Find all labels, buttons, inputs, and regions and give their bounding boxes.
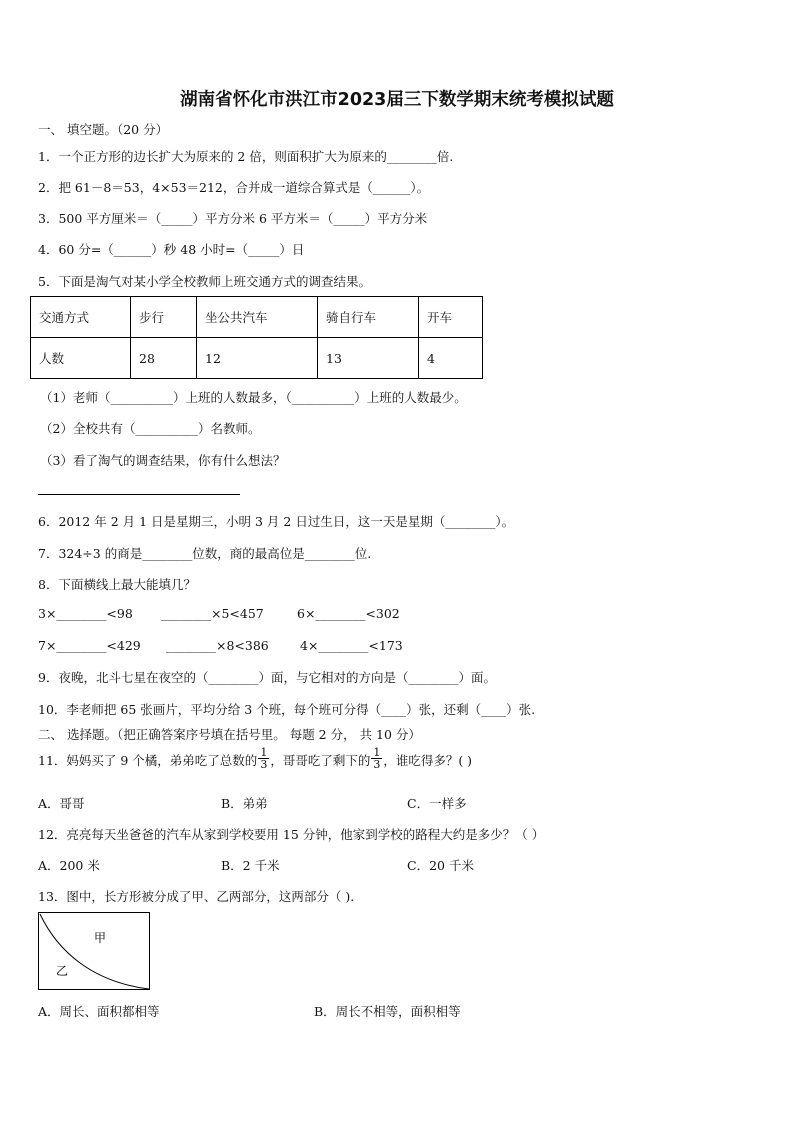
table-row <box>31 338 483 379</box>
question-11 <box>38 746 473 773</box>
question-5-3: （3）看了淘气的调查结果，你有什么想法？ <box>40 453 286 468</box>
option-a: A．哥哥 <box>38 796 85 811</box>
question-5: 5．下面是淘气对某小学全校教师上班交通方式的调查结果。 <box>38 274 371 289</box>
question-8-item: ________×5<457 <box>161 606 264 621</box>
table-row <box>31 297 483 338</box>
fraction <box>258 747 269 770</box>
page-title: 湖南省怀化市洪江市2023届三下数学期末统考模拟试题 <box>180 90 614 110</box>
table-cell: 13 <box>318 338 419 379</box>
question-8-item: ________×8<386 <box>166 638 269 653</box>
option-b: B．弟弟 <box>221 796 268 811</box>
question-13: 13．图中，长方形被分成了甲、乙两部分，这两部分（ ). <box>38 889 355 904</box>
question-8-item: 4×________<173 <box>300 638 403 653</box>
fraction-denominator: 3 <box>260 758 268 771</box>
section-fill-blank-heading: 一、 填空题。（20 分） <box>38 122 169 137</box>
option-a: A．周长、面积都相等 <box>38 1004 160 1019</box>
question-10: 10．李老师把 65 张画片，平均分给 3 个班，每个班可分得（____）张，还剩（____）张. <box>38 702 536 717</box>
table-cell: 开车 <box>419 297 483 338</box>
fraction-numerator: 1 <box>373 746 381 759</box>
question-1: 1．一个正方形的边长扩大为原来的 2 倍，则面积扩大为原来的________倍. <box>38 149 454 164</box>
question-3: 3．500 平方厘米＝（_____）平方分米 6 平方米＝（_____）平方分米 <box>38 211 428 226</box>
table-cell: 骑自行车 <box>318 297 419 338</box>
option-c: C．一样多 <box>407 796 467 811</box>
table-cell: 步行 <box>131 297 197 338</box>
option-b: B．2 千米 <box>221 858 280 873</box>
question-8: 8．下面横线上最大能填几？ <box>38 577 196 592</box>
rectangle-diagram <box>38 912 152 992</box>
section-choice-heading: 二、 选择题。（把正确答案序号填在括号里。 每题 2 分， 共 10 分） <box>38 727 421 742</box>
table-cell: 28 <box>131 338 197 379</box>
label-jia: 甲 <box>94 931 107 945</box>
question-11-part: ，谁吃得多？( ) <box>383 753 473 768</box>
question-2: 2．把 61－8＝53，4×53＝212，合并成一道综合算式是（______）。 <box>38 180 430 195</box>
question-4: 4．60 分=（______）秒 48 小时=（_____）日 <box>38 242 305 257</box>
table-cell: 12 <box>197 338 318 379</box>
question-7: 7．324÷3 的商是________位数，商的最高位是________位. <box>38 546 372 561</box>
question-12: 12．亮亮每天坐爸爸的汽车从家到学校要用 15 分钟，他家到学校的路程大约是多少？（ ） <box>38 827 545 842</box>
table-cell: 坐公共汽车 <box>197 297 318 338</box>
question-8-item: 3×________<98 <box>38 606 133 621</box>
question-11-part: 11．妈妈买了 9 个橘，弟弟吃了总数的 <box>38 753 258 768</box>
table-cell: 交通方式 <box>31 297 131 338</box>
fraction-numerator: 1 <box>260 746 268 759</box>
option-b: B．周长不相等，面积相等 <box>314 1004 461 1019</box>
fraction <box>371 747 382 770</box>
question-5-2: （2）全校共有（__________）名教师。 <box>40 421 261 436</box>
option-c: C．20 千米 <box>407 858 474 873</box>
question-9: 9．夜晚，北斗七星在夜空的（________）面，与它相对的方向是（________）面。 <box>38 670 496 685</box>
question-6: 6．2012 年 2 月 1 日是星期三，小明 3 月 2 日过生日，这一天是星期（________）。 <box>38 514 515 529</box>
table-cell: 人数 <box>31 338 131 379</box>
table-cell: 4 <box>419 338 483 379</box>
label-yi: 乙 <box>56 964 69 978</box>
option-a: A．200 米 <box>38 858 100 873</box>
fraction-denominator: 3 <box>373 758 381 771</box>
question-5-1: （1）老师（__________）上班的人数最多，（__________）上班的人数最少。 <box>40 390 467 405</box>
survey-table <box>30 296 483 379</box>
question-11-part: ，哥哥吃了剩下的 <box>270 753 371 768</box>
answer-line <box>38 494 240 495</box>
question-8-item: 7×________<429 <box>38 638 141 653</box>
question-8-item: 6×________<302 <box>297 606 400 621</box>
